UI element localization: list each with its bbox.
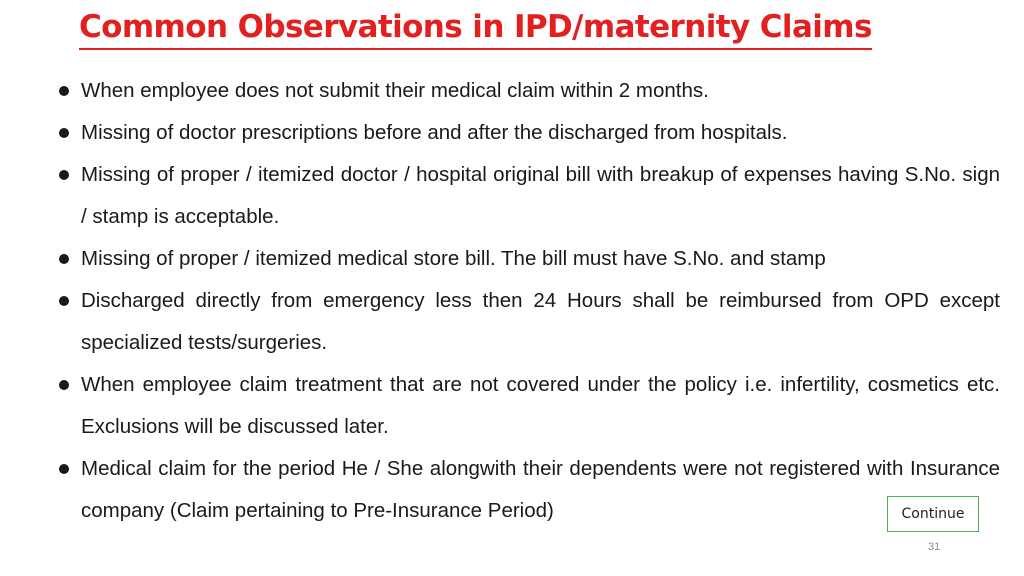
bullet-item: [56, 70, 1000, 112]
continue-button[interactable]: Continue: [887, 496, 979, 532]
bullet-item: [56, 154, 1000, 238]
bullet-text: Missing of proper / itemized doctor / hospital original bill with breakup of expenses having S.No. sign / stamp is acceptable.: [81, 163, 1000, 228]
bullet-icon: [59, 464, 69, 474]
bullet-text: Missing of doctor prescriptions before and after the discharged from hospitals.: [81, 121, 788, 144]
bullet-icon: [59, 170, 69, 180]
bullet-icon: [59, 86, 69, 96]
bullet-text: When employee does not submit their medical claim within 2 months.: [81, 79, 709, 102]
bullet-item: [56, 112, 1000, 154]
bullet-text: When employee claim treatment that are not covered under the policy i.e. infertility, cosmetics etc. Exclusions will be discussed later.: [81, 373, 1000, 438]
bullet-icon: [59, 380, 69, 390]
slide-title: Common Observations in IPD/maternity Claims: [79, 6, 872, 50]
bullet-item: [56, 238, 1000, 280]
bullet-icon: [59, 128, 69, 138]
bullet-list: [56, 70, 1000, 532]
bullet-icon: [59, 296, 69, 306]
bullet-item: [56, 364, 1000, 448]
bullet-text: Discharged directly from emergency less then 24 Hours shall be reimbursed from OPD except specialized tests/surgeries.: [81, 289, 1000, 354]
bullet-text: Medical claim for the period He / She alongwith their dependents were not registered with Insurance company (Claim pertaining to Pre-Insurance Period): [81, 457, 1000, 522]
bullet-icon: [59, 254, 69, 264]
bullet-item: [56, 448, 1000, 532]
bullet-text: Missing of proper / itemized medical store bill. The bill must have S.No. and stamp: [81, 247, 826, 270]
bullet-item: [56, 280, 1000, 364]
page-number: 31: [928, 541, 941, 553]
